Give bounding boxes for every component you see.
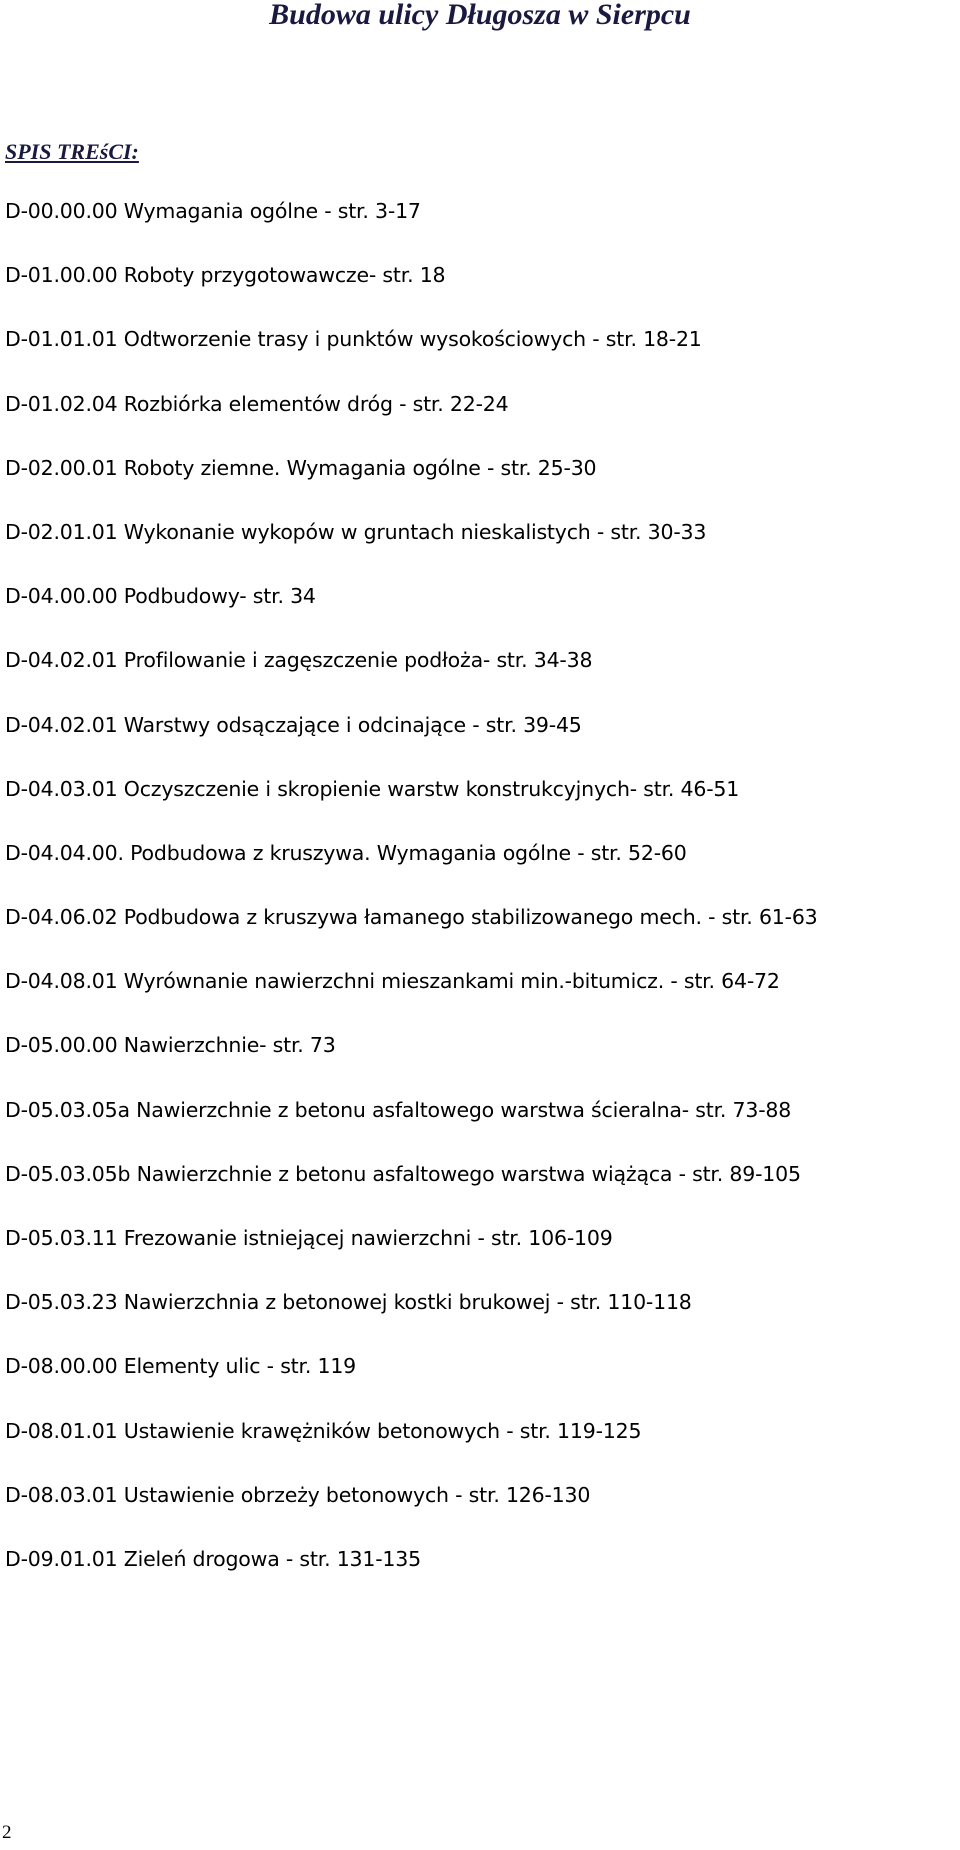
toc-item: D-05.03.23 Nawierzchnia z betonowej kostki brukowej - str. 110-118 bbox=[5, 1290, 692, 1315]
toc-item: D-02.00.01 Roboty ziemne. Wymagania ogólne - str. 25-30 bbox=[5, 455, 597, 480]
toc-item: D-04.04.00. Podbudowa z kruszywa. Wymagania ogólne - str. 52-60 bbox=[5, 840, 687, 865]
toc-item: D-04.08.01 Wyrównanie nawierzchni mieszankami min.-bitumicz. - str. 64-72 bbox=[5, 969, 780, 994]
toc-item: D-04.03.01 Oczyszczenie i skropienie warstw konstrukcyjnych- str. 46-51 bbox=[5, 776, 740, 801]
toc-item: D-08.00.00 Elementy ulic - str. 119 bbox=[5, 1354, 357, 1379]
toc-heading: SPIS TREśCI: bbox=[5, 139, 139, 164]
toc-item: D-02.01.01 Wykonanie wykopów w gruntach nieskalistych - str. 30-33 bbox=[5, 519, 707, 544]
table-of-contents bbox=[5, 199, 955, 1611]
toc-item: D-00.00.00 Wymagania ogólne - str. 3-17 bbox=[5, 199, 421, 223]
page-number: 2 bbox=[2, 1822, 12, 1843]
toc-item: D-09.01.01 Zieleń drogowa - str. 131-135 bbox=[5, 1546, 421, 1571]
toc-item: D-01.00.00 Roboty przygotowawcze- str. 18 bbox=[5, 263, 446, 288]
toc-item: D-05.03.11 Frezowanie istniejącej nawierzchni - str. 106-109 bbox=[5, 1226, 613, 1250]
toc-item: D-01.01.01 Odtworzenie trasy i punktów wysokościowych - str. 18-21 bbox=[5, 327, 702, 352]
toc-item: D-04.06.02 Podbudowa z kruszywa łamanego stabilizowanego mech. - str. 61-63 bbox=[5, 905, 818, 930]
toc-item: D-05.03.05a Nawierzchnie z betonu asfaltowego warstwa ścieralna- str. 73-88 bbox=[5, 1097, 792, 1122]
toc-item: D-08.03.01 Ustawienie obrzeży betonowych - str. 126-130 bbox=[5, 1482, 591, 1507]
toc-item: D-04.00.00 Podbudowy- str. 34 bbox=[5, 584, 316, 609]
toc-item: D-05.03.05b Nawierzchnie z betonu asfaltowego warstwa wiążąca - str. 89-105 bbox=[5, 1161, 801, 1186]
toc-item: D-04.02.01 Profilowanie i zagęszczenie podłoża- str. 34-38 bbox=[5, 648, 593, 673]
document-title: Budowa ulicy Długosza w Sierpcu bbox=[269, 0, 691, 31]
toc-item: D-08.01.01 Ustawienie krawężników betonowych - str. 119-125 bbox=[5, 1418, 642, 1443]
toc-item: D-04.02.01 Warstwy odsączające i odcinające - str. 39-45 bbox=[5, 712, 582, 737]
toc-item: D-01.02.04 Rozbiórka elementów dróg - str. 22-24 bbox=[5, 391, 509, 416]
toc-item: D-05.00.00 Nawierzchnie- str. 73 bbox=[5, 1033, 336, 1058]
